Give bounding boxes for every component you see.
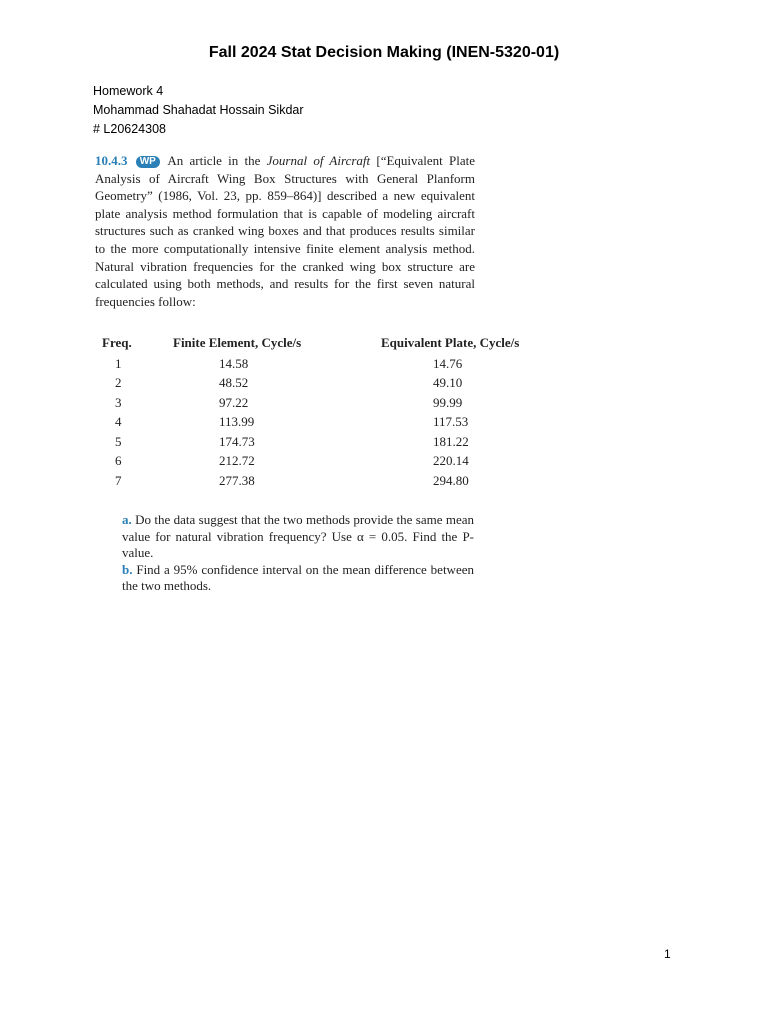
table-row (97, 354, 593, 374)
table-row (97, 413, 593, 433)
table-cell: 49.10 (433, 375, 463, 391)
question-b (122, 562, 474, 595)
page-number: 1 (664, 947, 671, 961)
column-header: Freq. (102, 335, 132, 350)
column-header: Equivalent Plate, Cycle/s (381, 335, 520, 350)
table-cell: 113.99 (219, 414, 255, 430)
question-b-label: b. (122, 561, 133, 577)
problem-text-intro: An article in the (167, 153, 261, 168)
table-cell: 4 (115, 414, 122, 430)
table-cell: 5 (115, 433, 122, 449)
table-cell: 2 (115, 375, 122, 391)
page-title: Fall 2024 Stat Decision Making (INEN-5320-01) (208, 44, 560, 61)
table-header-row (97, 332, 593, 354)
question-list (122, 512, 474, 595)
question-a (122, 512, 474, 562)
student-name: Mohammad Shahadat Hossain Sikdar (93, 103, 304, 117)
table-cell: 14.58 (219, 355, 249, 371)
journal-name: Journal of Aircraft (266, 153, 371, 168)
table-row (97, 471, 593, 491)
table-cell: 7 (115, 472, 122, 488)
table-cell: 1 (115, 355, 122, 371)
question-b-text: Find a 95% confidence interval on the mean difference between the two methods. (122, 561, 474, 594)
table-row (97, 432, 593, 452)
table-cell: 97.22 (219, 394, 249, 410)
wp-badge: WP (136, 156, 160, 168)
table-cell: 212.72 (219, 453, 255, 469)
student-id: # L20624308 (93, 122, 166, 136)
problem-statement (95, 152, 475, 310)
table-cell: 174.73 (219, 433, 255, 449)
problem-number: 10.4.3 (95, 153, 128, 168)
table-row (97, 393, 593, 413)
problem-text-body: [“Equivalent Plate Analysis of Aircraft Wing Box Structures with General Planform Geometry” (1986, Vol. 23, pp. 859–864)] described a new equivalent plate analysis method formulation that is capable of modeling aircraft structures such as cranked wing boxes and that produces results similar to the more computationally intensive finite element analysis method. Natural vibration frequencies for the cranked wing box structure are calculated using both methods, and results for the first seven natural frequencies follow: (95, 153, 475, 309)
table-cell: 294.80 (433, 472, 469, 488)
table-row (97, 452, 593, 472)
table-cell: 6 (115, 453, 122, 469)
table-cell: 220.14 (433, 453, 469, 469)
question-a-text: Do the data suggest that the two methods provide the same mean value for natural vibration frequency? Use α = 0.05. Find the P-value. (122, 512, 474, 561)
student-info (93, 82, 304, 139)
column-header: Finite Element, Cycle/s (173, 335, 302, 350)
table-row (97, 374, 593, 394)
frequency-table (97, 332, 593, 491)
table-cell: 48.52 (219, 375, 249, 391)
question-a-label: a. (122, 512, 132, 527)
table-cell: 277.38 (219, 472, 255, 488)
table-cell: 99.99 (433, 394, 463, 410)
table-cell: 14.76 (433, 355, 463, 371)
homework-label: Homework 4 (93, 84, 164, 98)
table-cell: 117.53 (433, 414, 469, 430)
table-cell: 181.22 (433, 433, 469, 449)
table-cell: 3 (115, 394, 122, 410)
